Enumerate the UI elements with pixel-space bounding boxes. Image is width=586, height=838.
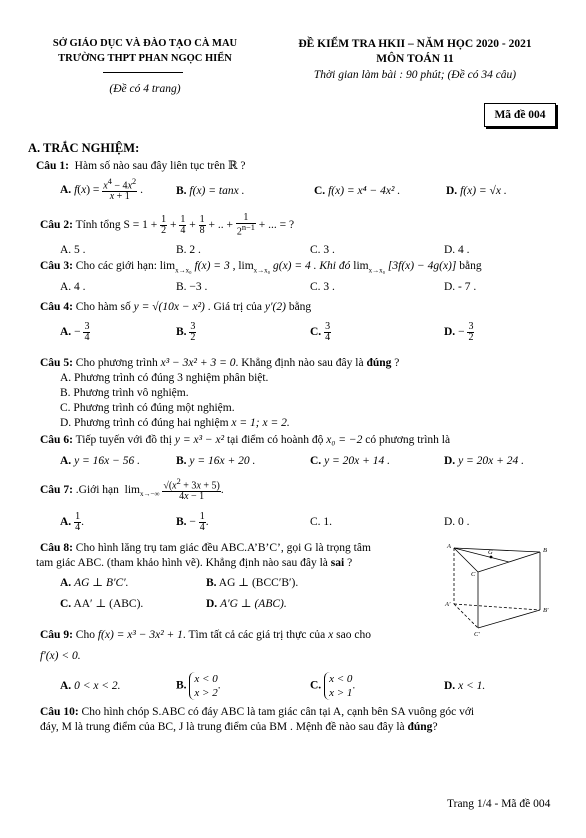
q4-a-label: A. xyxy=(60,326,72,339)
q8-c-text: AA′ ⊥ (ABC). xyxy=(73,598,144,610)
q6-c-text: y = 20x + 14 . xyxy=(324,455,391,467)
q5-tail: . Khẳng định nào sau đây là xyxy=(235,357,364,369)
q8-option-b[interactable] xyxy=(206,575,298,589)
q8-a-label: A. xyxy=(60,577,72,589)
q10-line1 xyxy=(40,706,474,718)
q3-stem: Câu 3: Cho các giới hạn: $\lim_{x\to x_0} f(x) = 3$ , $\lim_{x\to x_0} g(x) = 4$ . Khi đó $\lim_{x\to x_0} [3f(x) - 4g(x)]$ bằng xyxy=(40,260,482,275)
q2-stem: Câu 2: Tính tổng S = 1 + $\frac{1}{2}$ + $\frac{1}{4}$ + $\frac{1}{8}$ + .. + $\frac{1}{2^{n-1}}$ + ... = ? xyxy=(40,212,295,238)
q1-b-label: B. xyxy=(176,185,187,197)
q8-a-text: AG ⊥ B′C′. xyxy=(74,577,129,589)
q1-c-label: C. xyxy=(314,185,326,197)
exam-code-box: Mã đề 004 xyxy=(484,103,556,127)
q6-option-a[interactable] xyxy=(60,455,140,467)
q6-a-label: A. xyxy=(60,455,72,467)
q6-text: Tiếp tuyến với đồ thị xyxy=(75,434,172,446)
q3-text: Cho các giới hạn: xyxy=(75,260,157,272)
q3-option-d[interactable]: D. - 7 . xyxy=(444,281,477,293)
label-B-prime: B' xyxy=(543,607,549,614)
q4-option-d[interactable]: D. − $\frac{3}{2}$ xyxy=(444,321,474,343)
q2-tail: = ? xyxy=(279,218,295,231)
q1-option-a[interactable]: A. f(x) = $\frac{x^4 - 4x^2}{x + 1}$ . xyxy=(60,177,143,203)
q4-tail2: bằng xyxy=(288,301,312,313)
q8-option-a[interactable] xyxy=(60,575,129,589)
q6-stem xyxy=(40,434,450,446)
q4-ask: y′(2) xyxy=(264,301,286,313)
q1-c-text: f(x) = x⁴ − 4x² . xyxy=(328,185,401,197)
q9-option-a[interactable] xyxy=(60,680,121,692)
q9-d-text: x < 1. xyxy=(458,680,486,692)
q5-d-text: D. Phương trình có đúng hai nghiệm xyxy=(60,417,229,429)
q4-c-label: C. xyxy=(310,326,322,339)
time-note: Thời gian làm bài : 90 phút; (Đề có 34 câu) xyxy=(313,69,517,81)
q6-c-label: C. xyxy=(310,455,322,467)
q9-c-label: C. xyxy=(310,679,322,692)
q5-option-b[interactable]: B. Phương trình vô nghiệm. xyxy=(60,387,189,399)
q10-bold-word: đúng xyxy=(407,721,433,733)
q9-option-c[interactable]: C. x < 0 x > 1. xyxy=(310,673,356,699)
q5-text: Cho phương trình xyxy=(75,357,158,369)
q4-b-label: B. xyxy=(176,326,187,339)
q4-text: Cho hàm số xyxy=(75,301,131,313)
q6-fn: y = x³ − x² xyxy=(174,434,225,446)
q6-option-b[interactable] xyxy=(176,455,255,467)
q7-label: Câu 7: xyxy=(40,483,73,496)
label-A: A xyxy=(447,543,451,550)
q2-option-c[interactable]: C. 3 . xyxy=(310,244,335,256)
q10-line2 xyxy=(40,721,438,733)
q8-text1: Cho hình lăng trụ tam giác đều ABC.A’B’C’, gọi G là trọng tâm xyxy=(75,542,371,554)
q7-option-d[interactable]: D. 0 . xyxy=(444,516,470,528)
q5-end: ? xyxy=(394,357,400,369)
q10-label: Câu 10: xyxy=(40,706,79,718)
q6-mid: tại điểm có hoành độ xyxy=(226,434,324,446)
q9-var: x xyxy=(328,629,334,641)
pages-note: (Đề có 4 trang) xyxy=(109,83,181,95)
q2-label: Câu 2: xyxy=(40,218,73,231)
q6-x0: x₀ = −2 xyxy=(326,434,363,446)
q3-option-b[interactable]: B. −3 . xyxy=(176,281,208,293)
q1-d-text: f(x) = √x . xyxy=(460,185,507,197)
q8-b-text: AG ⊥ (BCC′B′). xyxy=(218,577,299,589)
q8-option-c[interactable] xyxy=(60,596,143,610)
q2-option-a[interactable]: A. 5 . xyxy=(60,244,86,256)
q9-condition: f′(x) < 0. xyxy=(40,650,81,662)
q8-bold-word: sai xyxy=(330,557,345,569)
q8-text2: tam giác ABC. (tham khảo hình vẽ). Khẳng định nào sau đây là xyxy=(36,557,328,569)
q9-stem xyxy=(40,629,371,641)
q8-line2 xyxy=(36,557,352,569)
exam-title: ĐỀ KIỂM TRA HKII – NĂM HỌC 2020 - 2021 xyxy=(298,38,532,50)
q5-option-d[interactable] xyxy=(60,417,290,429)
q7-fraction: $\frac{√(x^2 + 3x + 5)}{4x - 1}$ xyxy=(163,477,220,503)
q2-option-b[interactable]: B. 2 . xyxy=(176,244,201,256)
q4-fn: y = √(10x − x²) xyxy=(133,301,205,313)
school-name: TRƯỜNG THPT PHAN NGỌC HIỂN xyxy=(58,53,232,64)
q7-option-a[interactable]: A. $\frac{1}{4}$ . xyxy=(60,511,84,533)
q3-tail: bằng xyxy=(459,260,482,272)
q6-option-d[interactable] xyxy=(444,455,524,467)
q6-a-text: y = 16x − 56 . xyxy=(74,455,141,467)
q9-tail: . Tìm tất cả các giá trị thực của xyxy=(182,629,326,641)
q5-eq: x³ − 3x² + 3 = 0 xyxy=(160,357,236,369)
q7-option-c[interactable]: C. 1. xyxy=(310,516,333,528)
q4-label: Câu 4: xyxy=(40,301,73,313)
q8-end: ? xyxy=(347,557,353,569)
q1-option-b[interactable] xyxy=(176,185,244,197)
q8-d-label: D. xyxy=(206,598,218,610)
q10-text1: Cho hình chóp S.ABC có đáy ABC là tam giác cân tại A, cạnh bên SA vuông góc với xyxy=(81,706,475,718)
q3-option-c[interactable]: C. 3 . xyxy=(310,281,335,293)
q9-label: Câu 9: xyxy=(40,629,73,641)
q5-option-a[interactable]: A. Phương trình có đúng 3 nghiệm phân biệt. xyxy=(60,372,269,384)
q2-option-d[interactable]: D. 4 . xyxy=(444,244,470,256)
q6-label: Câu 6: xyxy=(40,434,73,446)
q5-bold-word: đúng xyxy=(366,357,392,369)
q5-label: Câu 5: xyxy=(40,357,73,369)
q6-b-label: B. xyxy=(176,455,187,467)
q7-text: .Giới hạn xyxy=(75,483,119,496)
subject: MÔN TOÁN 11 xyxy=(376,53,454,65)
label-C-prime: C' xyxy=(474,631,480,638)
q10-text2: đáy, M là trung điểm của BC, J là trung điểm của BM . Mệnh đề nào sau đây là xyxy=(40,721,405,733)
q8-d-text: A′G ⊥ (ABC). xyxy=(220,598,287,610)
q9-option-d[interactable] xyxy=(444,680,485,692)
q3-mid1: f(x) = 3 , xyxy=(194,260,236,272)
q5-d-eq: x = 1; x = 2. xyxy=(231,417,290,429)
q1-option-c[interactable] xyxy=(314,185,400,197)
q3-label: Câu 3: xyxy=(40,260,73,272)
q9-fn: f(x) = x³ − 3x² + 1 xyxy=(97,629,183,641)
q9-text: Cho xyxy=(75,629,95,641)
q1-a-fraction: $\frac{x^4 - 4x^2}{x + 1}$ xyxy=(103,177,137,203)
q8-c-label: C. xyxy=(60,598,72,610)
q2-text: Tính tổng xyxy=(75,218,121,231)
page-footer: Trang 1/4 - Mã đề 004 xyxy=(447,798,551,810)
q8-label: Câu 8: xyxy=(40,542,73,554)
q4-option-c[interactable]: C. $\frac{3}{4}$ xyxy=(310,321,331,343)
q9-d-label: D. xyxy=(444,680,456,692)
q6-d-label: D. xyxy=(444,455,456,467)
q4-tail: . Giá trị của xyxy=(207,301,263,313)
label-A-prime: A' xyxy=(445,601,451,608)
label-B: B xyxy=(543,547,547,554)
q1-text: Hàm số nào sau đây liên tục trên ℝ ? xyxy=(74,160,246,172)
q6-option-c[interactable] xyxy=(310,455,390,467)
q9-option-b[interactable]: B. x < 0 x > 2. xyxy=(176,673,221,699)
q9-a-label: A. xyxy=(60,680,72,692)
q8-b-label: B. xyxy=(206,577,217,589)
prism-figure xyxy=(444,540,556,640)
q9-tail2: sao cho xyxy=(336,629,371,641)
q9-b-label: B. xyxy=(176,679,187,692)
q7-option-b[interactable]: B. − $\frac{1}{4}$ . xyxy=(176,511,209,533)
header-divider xyxy=(103,72,183,73)
q8-line1 xyxy=(40,542,371,554)
section-title: A. TRẮC NGHIỆM: xyxy=(28,141,140,155)
q6-b-text: y = 16x + 20 . xyxy=(189,455,256,467)
label-C: C xyxy=(471,571,476,578)
q3-option-a[interactable]: A. 4 . xyxy=(60,281,86,293)
q1-option-d[interactable] xyxy=(446,185,507,197)
q1-a-label: A. xyxy=(60,183,72,196)
q1-b-text: f(x) = tanx . xyxy=(189,185,245,197)
q7-stem: Câu 7: .Giới hạn $\lim_{x\to-\infty}$ $\frac{√(x^2 + 3x + 5)}{4x - 1}$ . xyxy=(40,477,224,503)
q1-d-label: D. xyxy=(446,185,458,197)
q7-a-label: A. xyxy=(60,516,72,529)
q4-stem xyxy=(40,301,311,313)
q10-end: ? xyxy=(432,721,438,733)
q4-d-label: D. xyxy=(444,326,456,339)
q7-b-label: B. xyxy=(176,516,187,529)
q9-a-text: 0 < x < 2. xyxy=(74,680,121,692)
q5-option-c[interactable]: C. Phương trình có đúng một nghiệm. xyxy=(60,402,235,414)
q5-stem xyxy=(40,357,399,369)
q6-d-text: y = 20x + 24 . xyxy=(458,455,525,467)
q3-expr: [3f(x) − 4g(x)] xyxy=(387,260,457,272)
q3-mid2: g(x) = 4 . Khi đó xyxy=(272,260,351,272)
q1-label: Câu 1: xyxy=(36,160,69,172)
q8-option-d[interactable] xyxy=(206,596,287,610)
q6-tail: có phương trình là xyxy=(365,434,451,446)
label-G: G xyxy=(488,549,493,556)
q4-option-a[interactable]: A. − $\frac{3}{4}$ xyxy=(60,321,90,343)
q4-option-b[interactable]: B. $\frac{3}{2}$ xyxy=(176,321,196,343)
dept-name: SỞ GIÁO DỤC VÀ ĐÀO TẠO CÀ MAU xyxy=(52,38,238,49)
q1-stem xyxy=(36,158,245,172)
